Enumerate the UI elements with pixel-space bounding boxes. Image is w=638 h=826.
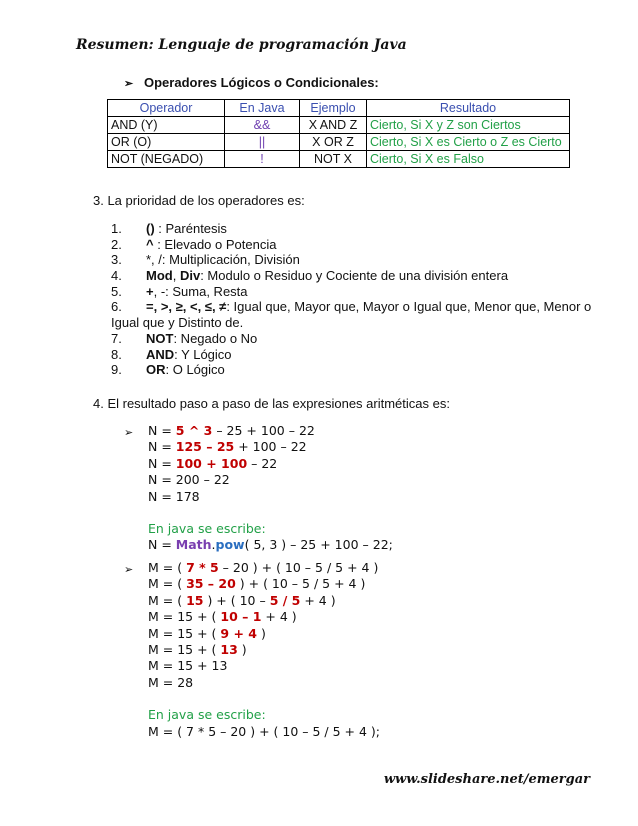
table-header-cell: Operador [108, 100, 225, 117]
table-cell: || [225, 134, 300, 151]
table-cell: X AND Z [300, 117, 367, 134]
table-cell: Cierto, Si X y Z son Ciertos [367, 117, 570, 134]
calc-line: M = 15 + 13 [148, 658, 228, 674]
java-note: En java se escribe: [148, 707, 266, 723]
table-cell: NOT X [300, 151, 367, 168]
table-cell: ! [225, 151, 300, 168]
arrow-bullet-icon: ➢ [124, 78, 134, 90]
calc-line: N = 125 – 25 + 100 – 22 [148, 439, 307, 455]
list-item: 3. *, /: Multiplicación, División [111, 252, 300, 268]
calc-line: M = 15 + ( 10 – 1 + 4 ) [148, 609, 297, 625]
expression-n-block [148, 423, 393, 554]
calc-line: M = 15 + ( 9 + 4 ) [148, 625, 266, 641]
list-item: 7. NOT: Negado o No [111, 330, 258, 346]
calc-line: N = 5 ^ 3 – 25 + 100 – 22 [148, 423, 315, 438]
operator-priority-list [111, 221, 591, 378]
logic-operators-heading: ➢ Operadores Lógicos o Condicionales: [124, 75, 379, 90]
list-item: 9. OR: O Lógico [111, 362, 225, 378]
calc-line: M = ( 7 * 5 – 20 ) + ( 10 – 5 / 5 + 4 ) [148, 560, 379, 575]
section-4-heading: 4. El resultado paso a paso de las expresiones aritméticas es: [93, 396, 450, 411]
list-item: 6. =, >, ≥, <, ≤, ≠: Igual que, Mayor que, Mayor o Igual que, Menor que, Menor o [111, 299, 592, 315]
table-cell: X OR Z [300, 134, 367, 151]
footer-url: www.slideshare.net/emergar [383, 772, 590, 787]
arrow-bullet-icon: ➢ [124, 564, 134, 576]
java-note: En java se escribe: [148, 520, 266, 536]
table-header-cell: Ejemplo [300, 100, 367, 117]
expression-m-block [148, 560, 380, 740]
calc-line: N = 100 + 100 – 22 [148, 455, 278, 471]
list-item: 1. () : Paréntesis [111, 221, 227, 236]
table-cell: NOT (NEGADO) [108, 151, 225, 168]
table-header-cell: Resultado [367, 100, 570, 117]
table-header-cell: En Java [225, 100, 300, 117]
calc-line: M = ( 15 ) + ( 10 – 5 / 5 + 4 ) [148, 592, 336, 608]
table-cell: AND (Y) [108, 117, 225, 134]
calc-line: M = 15 + ( 13 ) [148, 641, 247, 657]
table-row [108, 117, 570, 134]
calc-line: N = 200 – 22 [148, 472, 230, 488]
table-row [108, 134, 570, 151]
list-item: 4. Mod, Div: Modulo o Residuo y Cociente de una división entera [111, 268, 509, 284]
logic-operators-table [107, 99, 570, 168]
list-item-continuation: Igual que y Distinto de. [111, 315, 244, 331]
table-cell: OR (O) [108, 134, 225, 151]
section-3-heading: 3. La prioridad de los operadores es: [93, 193, 305, 208]
calc-line: M = ( 35 – 20 ) + ( 10 – 5 / 5 + 4 ) [148, 576, 366, 592]
table-cell: && [225, 117, 300, 134]
list-item: 2. ^ : Elevado o Potencia [111, 236, 277, 252]
java-code-line: N = Math.pow( 5, 3 ) – 25 + 100 – 22; [148, 537, 393, 553]
table-header-row [108, 100, 570, 117]
table-cell: Cierto, Si X es Falso [367, 151, 570, 168]
calc-line: N = 178 [148, 488, 200, 504]
table-cell: Cierto, Si X es Cierto o Z es Cierto [367, 134, 570, 151]
list-item: 5. +, -: Suma, Resta [111, 283, 248, 299]
list-item: 8. AND: Y Lógico [111, 346, 232, 362]
calc-line: M = 28 [148, 674, 194, 690]
arrow-bullet-icon: ➢ [124, 427, 134, 439]
document-title: Resumen: Lenguaje de programación Java [76, 37, 407, 53]
java-code-line: M = ( 7 * 5 – 20 ) + ( 10 – 5 / 5 + 4 ); [148, 723, 380, 739]
table-row [108, 151, 570, 168]
